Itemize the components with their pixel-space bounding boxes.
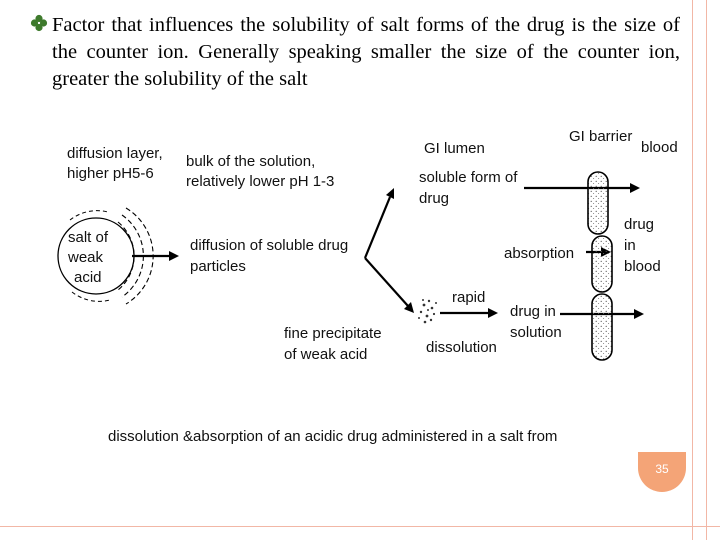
bullet-text: Factor that influences the solubility of salt forms of the drug is the size of the counter ion. Generally speaking smaller the size of the counter ion, greater the solubility of the salt xyxy=(52,14,680,90)
label-dissolution: dissolution xyxy=(426,339,497,356)
label-bulk-ph: relatively lower pH 1-3 xyxy=(186,173,335,190)
label-bulk: bulk of the solution, xyxy=(186,153,316,170)
label-salt: salt of xyxy=(68,229,109,246)
label-drug-in-blood: drug xyxy=(624,216,655,233)
label-diffusion-layer: diffusion layer, xyxy=(67,145,163,162)
label-in: in xyxy=(624,237,636,254)
label-fine-precipitate: fine precipitate xyxy=(284,325,382,342)
label-rapid: rapid xyxy=(452,289,486,306)
label-gi-lumen: GI lumen xyxy=(424,140,485,157)
arrow-to-soluble xyxy=(365,197,390,258)
label-drug-in: drug in xyxy=(510,303,556,320)
label-soluble-drug: drug xyxy=(419,190,450,207)
label-acid: acid xyxy=(74,269,102,286)
label-diffusion-ph: higher pH5-6 xyxy=(67,165,154,182)
page-number: 35 xyxy=(655,462,669,476)
gi-barrier-cells xyxy=(588,172,612,360)
label-blood-2: blood xyxy=(624,258,661,275)
label-solution: solution xyxy=(510,324,562,341)
label-gi-barrier: GI barrier xyxy=(569,128,633,145)
label-blood: blood xyxy=(641,139,678,156)
label-soluble-form: soluble form of xyxy=(419,169,518,186)
label-absorption: absorption xyxy=(504,245,575,262)
label-weak-acid: of weak acid xyxy=(284,346,368,363)
label-particles: particles xyxy=(190,258,246,275)
label-weak: weak xyxy=(68,249,104,266)
label-diffusion-soluble: diffusion of soluble drug xyxy=(190,237,349,254)
arrow-to-precipitate xyxy=(365,258,408,306)
diagram-caption: dissolution &absorption of an acidic drug administered in a salt from xyxy=(108,428,558,445)
precipitate-dots xyxy=(418,299,437,323)
